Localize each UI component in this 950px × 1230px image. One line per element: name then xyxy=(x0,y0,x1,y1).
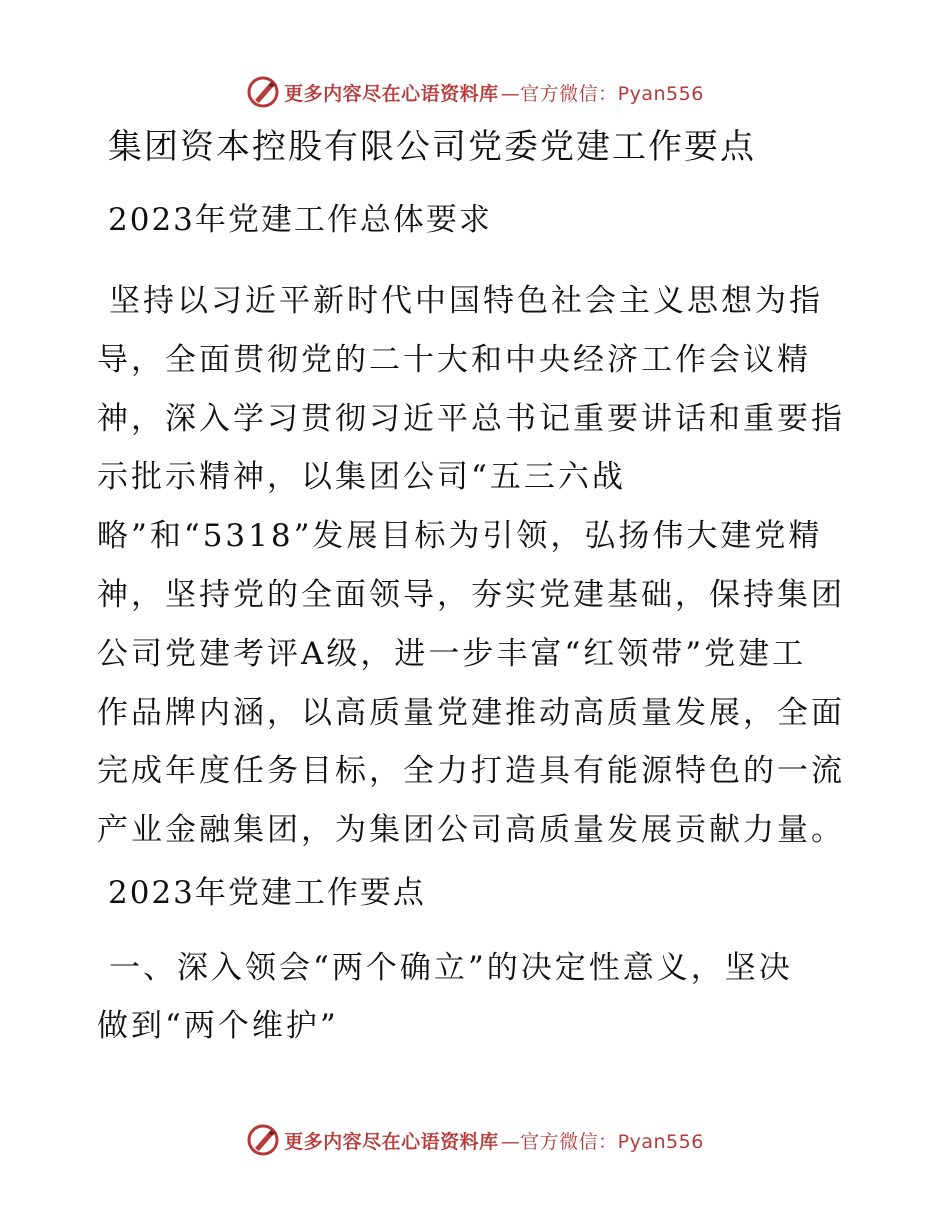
requirements-paragraph xyxy=(97,272,857,860)
paragraph-line: 神，深入学习贯彻习近平总书记重要讲话和重要指 xyxy=(97,400,845,437)
paragraph-line: 示批示精神，以集团公司“五三六战 xyxy=(97,459,626,496)
paragraph-line: 产业金融集团，为集团公司高质量发展贡献力量。 xyxy=(97,812,845,849)
watermark-text: 更多内容尽在心语资料库 xyxy=(284,82,499,105)
watermark-footer xyxy=(0,1120,950,1160)
point-one-heading xyxy=(97,939,857,1055)
paragraph-line: 公司党建考评A级，进一步丰富“红领带”党建工 xyxy=(97,635,807,672)
pen-logo-icon xyxy=(246,1123,280,1157)
heading-overall-requirements: 2023年党建工作总体要求 xyxy=(108,202,492,238)
watermark-contact: —官方微信：Pyan556 xyxy=(500,82,704,105)
watermark-header xyxy=(0,72,950,112)
paragraph-line: 坚持以习近平新时代中国特色社会主义思想为指 xyxy=(109,283,823,319)
paragraph-line: 略”和“5318”发展目标为引领，弘扬伟大建党精 xyxy=(97,518,823,555)
point-one-line: 做到“两个维护” xyxy=(97,1008,339,1044)
heading-work-points: 2023年党建工作要点 xyxy=(108,875,426,911)
paragraph-line: 完成年度任务目标，全力打造具有能源特色的一流 xyxy=(97,753,845,790)
watermark-contact: —官方微信：Pyan556 xyxy=(500,1130,704,1153)
point-one-line: 一、深入领会“两个确立”的决定性意义，坚决 xyxy=(109,950,793,986)
watermark-text: 更多内容尽在心语资料库 xyxy=(284,1130,499,1153)
document-title: 集团资本控股有限公司党委党建工作要点 xyxy=(108,127,756,167)
pen-logo-icon xyxy=(246,75,280,109)
paragraph-line: 导，全面贯彻党的二十大和中央经济工作会议精 xyxy=(97,341,811,378)
paragraph-line: 作品牌内涵，以高质量党建推动高质量发展，全面 xyxy=(97,694,845,731)
paragraph-line: 神，坚持党的全面领导，夯实党建基础，保持集团 xyxy=(97,576,845,613)
